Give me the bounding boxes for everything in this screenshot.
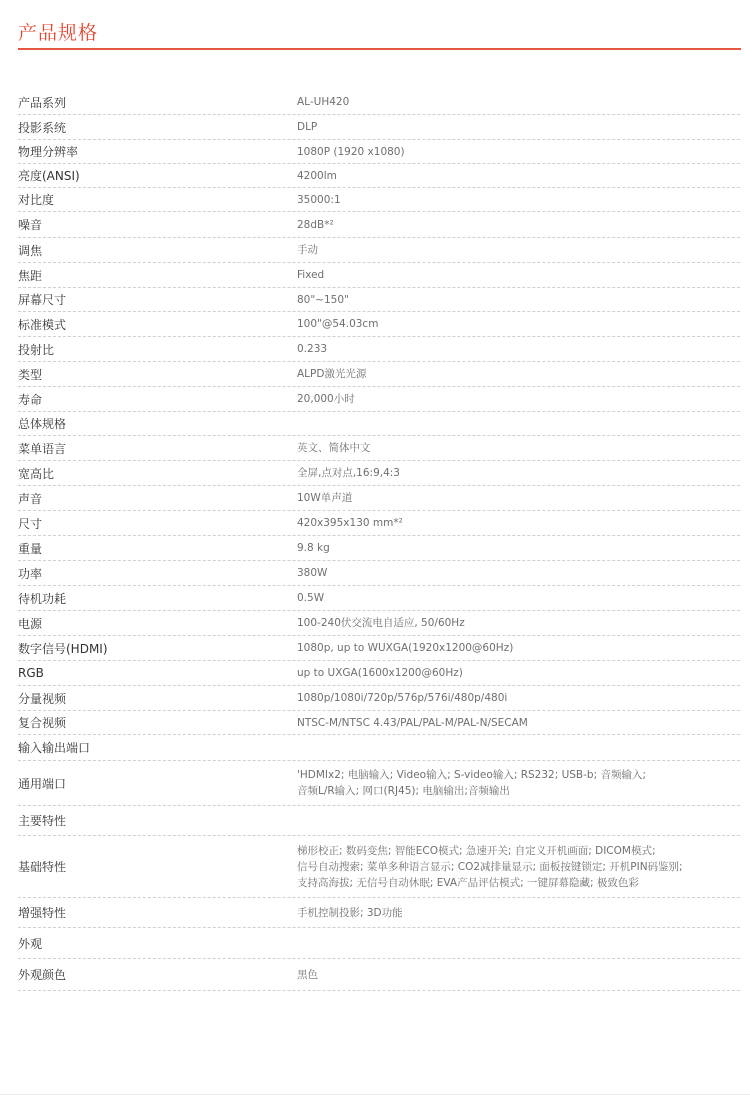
spec-value: ALPD激光光源 — [297, 368, 367, 380]
spec-row-color — [18, 959, 740, 991]
spec-row-light-source-type — [18, 362, 740, 387]
spec-label: 对比度 — [18, 193, 55, 207]
spec-row-throw-ratio — [18, 337, 740, 362]
spec-label: RGB — [18, 666, 44, 680]
spec-row-contrast — [18, 188, 740, 212]
spec-row-menu-language — [18, 436, 740, 461]
spec-label: 重量 — [18, 541, 43, 556]
spec-label: 菜单语言 — [18, 441, 67, 456]
section-io-ports — [18, 735, 740, 761]
spec-row-power — [18, 561, 740, 586]
spec-value: AL-UH420 — [297, 96, 350, 108]
spec-value: 380W — [297, 567, 328, 579]
spec-label: 基础特性 — [18, 860, 67, 874]
spec-row-composite-video — [18, 711, 740, 735]
spec-value: 英文、简体中文 — [297, 442, 371, 454]
spec-label: 投影系统 — [18, 120, 67, 135]
spec-value: 1080p/1080i/720p/576p/576i/480p/480i — [297, 692, 508, 704]
spec-row-brightness — [18, 164, 740, 188]
spec-label: 电源 — [18, 616, 43, 631]
spec-value: 1080p, up to WUXGA(1920x1200@60Hz) — [297, 642, 514, 654]
section-heading: 输入输出端口 — [18, 741, 91, 755]
title-divider — [18, 48, 741, 50]
spec-value: 4200lm — [297, 169, 337, 182]
spec-row-hdmi-signal — [18, 636, 740, 661]
spec-row-projection-system — [18, 115, 740, 140]
section-heading: 主要特性 — [18, 814, 67, 828]
spec-label: 类型 — [18, 367, 43, 382]
spec-value: up to UXGA(1600x1200@60Hz) — [297, 667, 463, 679]
spec-value: 0.5W — [297, 592, 325, 604]
spec-value: 黑色 — [297, 968, 318, 981]
spec-row-dimensions — [18, 511, 740, 536]
spec-value: 100"@54.03cm — [297, 318, 379, 330]
spec-label: 待机功耗 — [18, 591, 67, 606]
spec-label: 数字信号(HDMI) — [18, 641, 108, 656]
spec-label: 标准模式 — [18, 317, 67, 332]
spec-row-focus — [18, 238, 740, 263]
spec-table — [18, 90, 740, 991]
spec-value: 全屏,点对点,16:9,4:3 — [297, 467, 400, 479]
spec-label: 尺寸 — [18, 516, 43, 531]
spec-value: 手机控制投影; 3D功能 — [297, 906, 403, 919]
spec-value: DLP — [297, 121, 318, 133]
section-heading: 总体规格 — [18, 417, 67, 431]
spec-row-enhanced-features — [18, 898, 740, 928]
spec-label: 焦距 — [18, 268, 43, 283]
spec-label: 增强特性 — [18, 906, 67, 920]
spec-row-rgb — [18, 661, 740, 686]
spec-label: 噪音 — [18, 218, 43, 232]
spec-label: 复合视频 — [18, 716, 67, 730]
spec-row-product-series — [18, 90, 740, 115]
spec-label: 声音 — [18, 491, 43, 506]
spec-label: 投射比 — [18, 342, 55, 357]
spec-label: 调焦 — [18, 243, 43, 258]
spec-row-power-supply — [18, 611, 740, 636]
spec-row-focal-length — [18, 263, 740, 288]
spec-label: 分量视频 — [18, 691, 67, 706]
spec-value: Fixed — [297, 269, 325, 281]
spec-value: 'HDMIx2; 电脑输入; Video输入; S-video输入; RS232; USB-b; 音频输入; 音频L/R输入; 网口(RJ45); 电脑输出;音频输出 — [297, 769, 646, 797]
spec-value: 手动 — [297, 244, 318, 256]
section-key-features — [18, 806, 740, 836]
section-general-specs — [18, 412, 740, 436]
spec-row-audio — [18, 486, 740, 511]
spec-value: 10W单声道 — [297, 492, 353, 504]
spec-row-basic-features — [18, 836, 740, 898]
spec-value: NTSC-M/NTSC 4.43/PAL/PAL-M/PAL-N/SECAM — [297, 716, 528, 729]
spec-row-weight — [18, 536, 740, 561]
spec-value: 28dB*² — [297, 218, 334, 231]
spec-label: 亮度(ANSI) — [18, 169, 80, 183]
spec-row-noise — [18, 212, 740, 238]
spec-row-screen-size — [18, 288, 740, 312]
spec-value: 1080P (1920 x1080) — [297, 145, 405, 158]
spec-label: 寿命 — [18, 392, 43, 407]
bottom-divider — [0, 1094, 750, 1095]
section-heading: 外观 — [18, 936, 43, 951]
spec-row-standard-mode — [18, 312, 740, 337]
spec-value: 梯形校正; 数码变焦; 智能ECO模式; 急速开关; 自定义开机画面; DICOM模式; 信号自动搜索; 菜单多种语言显示; CO2减排量显示; 面板按键锁定; 开机PIN码鉴别; 支持高海拔; 无信号自动休眠; EVA产品评估模式; 一键屏幕隐藏; 极致色彩 — [297, 844, 683, 889]
spec-label: 宽高比 — [18, 466, 55, 481]
spec-value: 20,000小时 — [297, 393, 355, 405]
spec-label: 物理分辨率 — [18, 145, 79, 159]
page-title: 产品规格 — [18, 22, 99, 44]
spec-value: 35000:1 — [297, 193, 341, 206]
spec-row-standby-power — [18, 586, 740, 611]
spec-row-lifespan — [18, 387, 740, 412]
spec-label: 外观颜色 — [18, 968, 67, 982]
spec-value: 0.233 — [297, 343, 328, 355]
spec-label: 功率 — [18, 566, 43, 581]
spec-value: 9.8 kg — [297, 542, 330, 554]
spec-value: 80"~150" — [297, 293, 349, 306]
spec-row-aspect-ratio — [18, 461, 740, 486]
spec-row-native-resolution — [18, 140, 740, 164]
spec-label: 产品系列 — [18, 95, 67, 110]
spec-row-component-video — [18, 686, 740, 711]
spec-label: 屏幕尺寸 — [18, 293, 67, 307]
spec-label: 通用端口 — [18, 776, 67, 791]
section-appearance — [18, 928, 740, 959]
spec-value: 100-240伏交流电自适应, 50/60Hz — [297, 617, 465, 629]
spec-row-general-ports — [18, 761, 740, 806]
spec-value: 420x395x130 mm*² — [297, 517, 403, 529]
